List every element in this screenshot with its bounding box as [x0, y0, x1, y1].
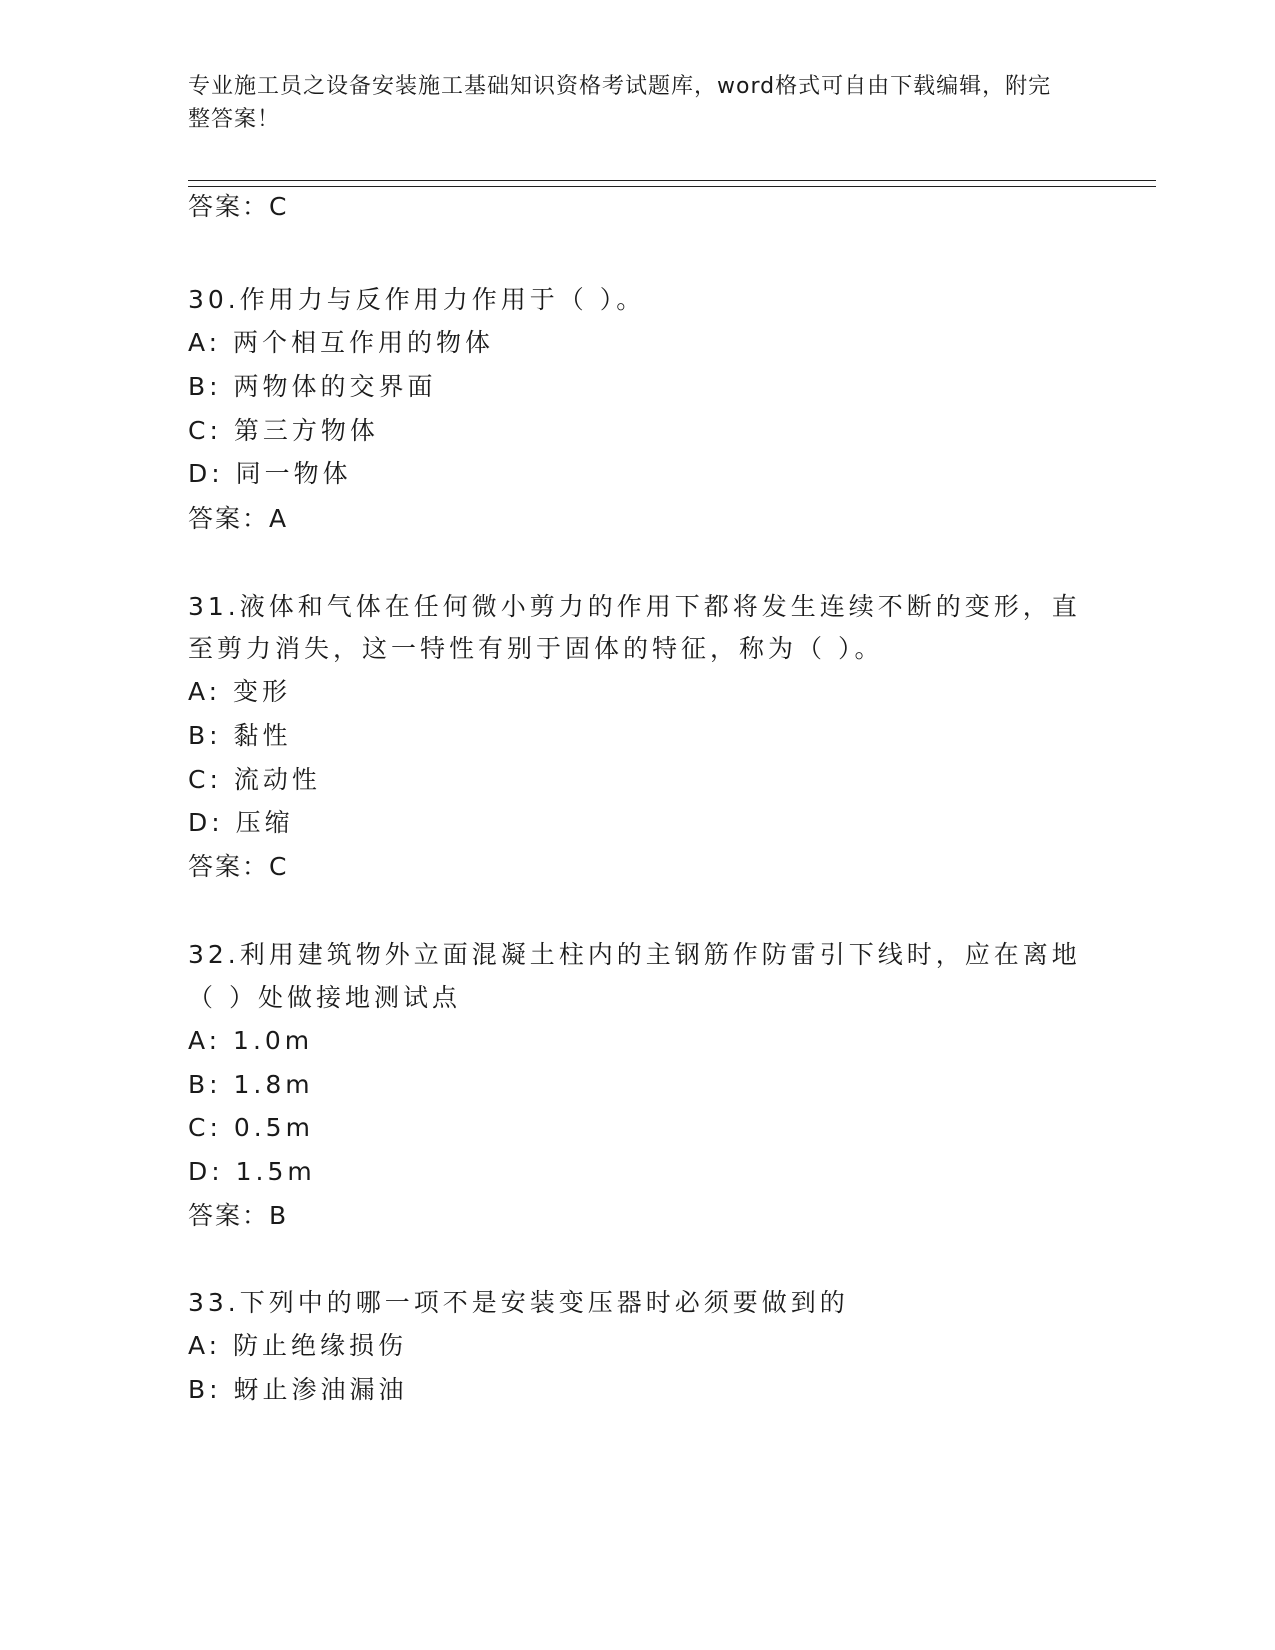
question-31-option-c: C: 流动性 [188, 765, 321, 794]
question-31-stem-line2: 至剪力消失，这一特性有别于固体的特征，称为（ ）。 [188, 634, 884, 663]
question-30-option-a: A: 两个相互作用的物体 [188, 328, 495, 357]
question-33-stem: 33.下列中的哪一项不是安装变压器时必须要做到的 [188, 1288, 849, 1317]
page-header [188, 70, 1068, 136]
question-31-option-b: B: 黏性 [188, 721, 292, 750]
question-32-option-a: A: 1.0m [188, 1026, 314, 1055]
question-32-stem-line1: 32.利用建筑物外立面混凝土柱内的主钢筋作防雷引下线时，应在离地 [188, 940, 1081, 969]
question-31-option-d: D: 压缩 [188, 808, 294, 837]
question-30-stem: 30.作用力与反作用力作用于（ ）。 [188, 285, 646, 314]
answer-30: 答案：A [188, 504, 289, 533]
question-32-stem-line2: （ ）处做接地测试点 [188, 983, 461, 1012]
question-33-option-b: B: 蚜止渗油漏油 [188, 1375, 408, 1404]
answer-32: 答案：B [188, 1201, 289, 1230]
question-32-option-c: C: 0.5m [188, 1113, 314, 1142]
question-33-option-a: A: 防止绝缘损伤 [188, 1331, 408, 1360]
document-title: 专业施工员之设备安装施工基础知识资格考试题库，word格式可自由下载编辑，附完整答案！ [188, 74, 1052, 132]
question-30-option-d: D: 同一物体 [188, 459, 352, 488]
header-divider [188, 180, 1156, 187]
question-31-option-a: A: 变形 [188, 677, 292, 706]
question-30-option-c: C: 第三方物体 [188, 416, 379, 445]
question-31-stem-line1: 31.液体和气体在任何微小剪力的作用下都将发生连续不断的变形，直 [188, 592, 1081, 621]
question-30-option-b: B: 两物体的交界面 [188, 372, 437, 401]
question-32-option-d: D: 1.5m [188, 1157, 316, 1186]
answer-previous: 答案：C [188, 192, 289, 221]
question-32-option-b: B: 1.8m [188, 1070, 314, 1099]
answer-31: 答案：C [188, 852, 289, 881]
